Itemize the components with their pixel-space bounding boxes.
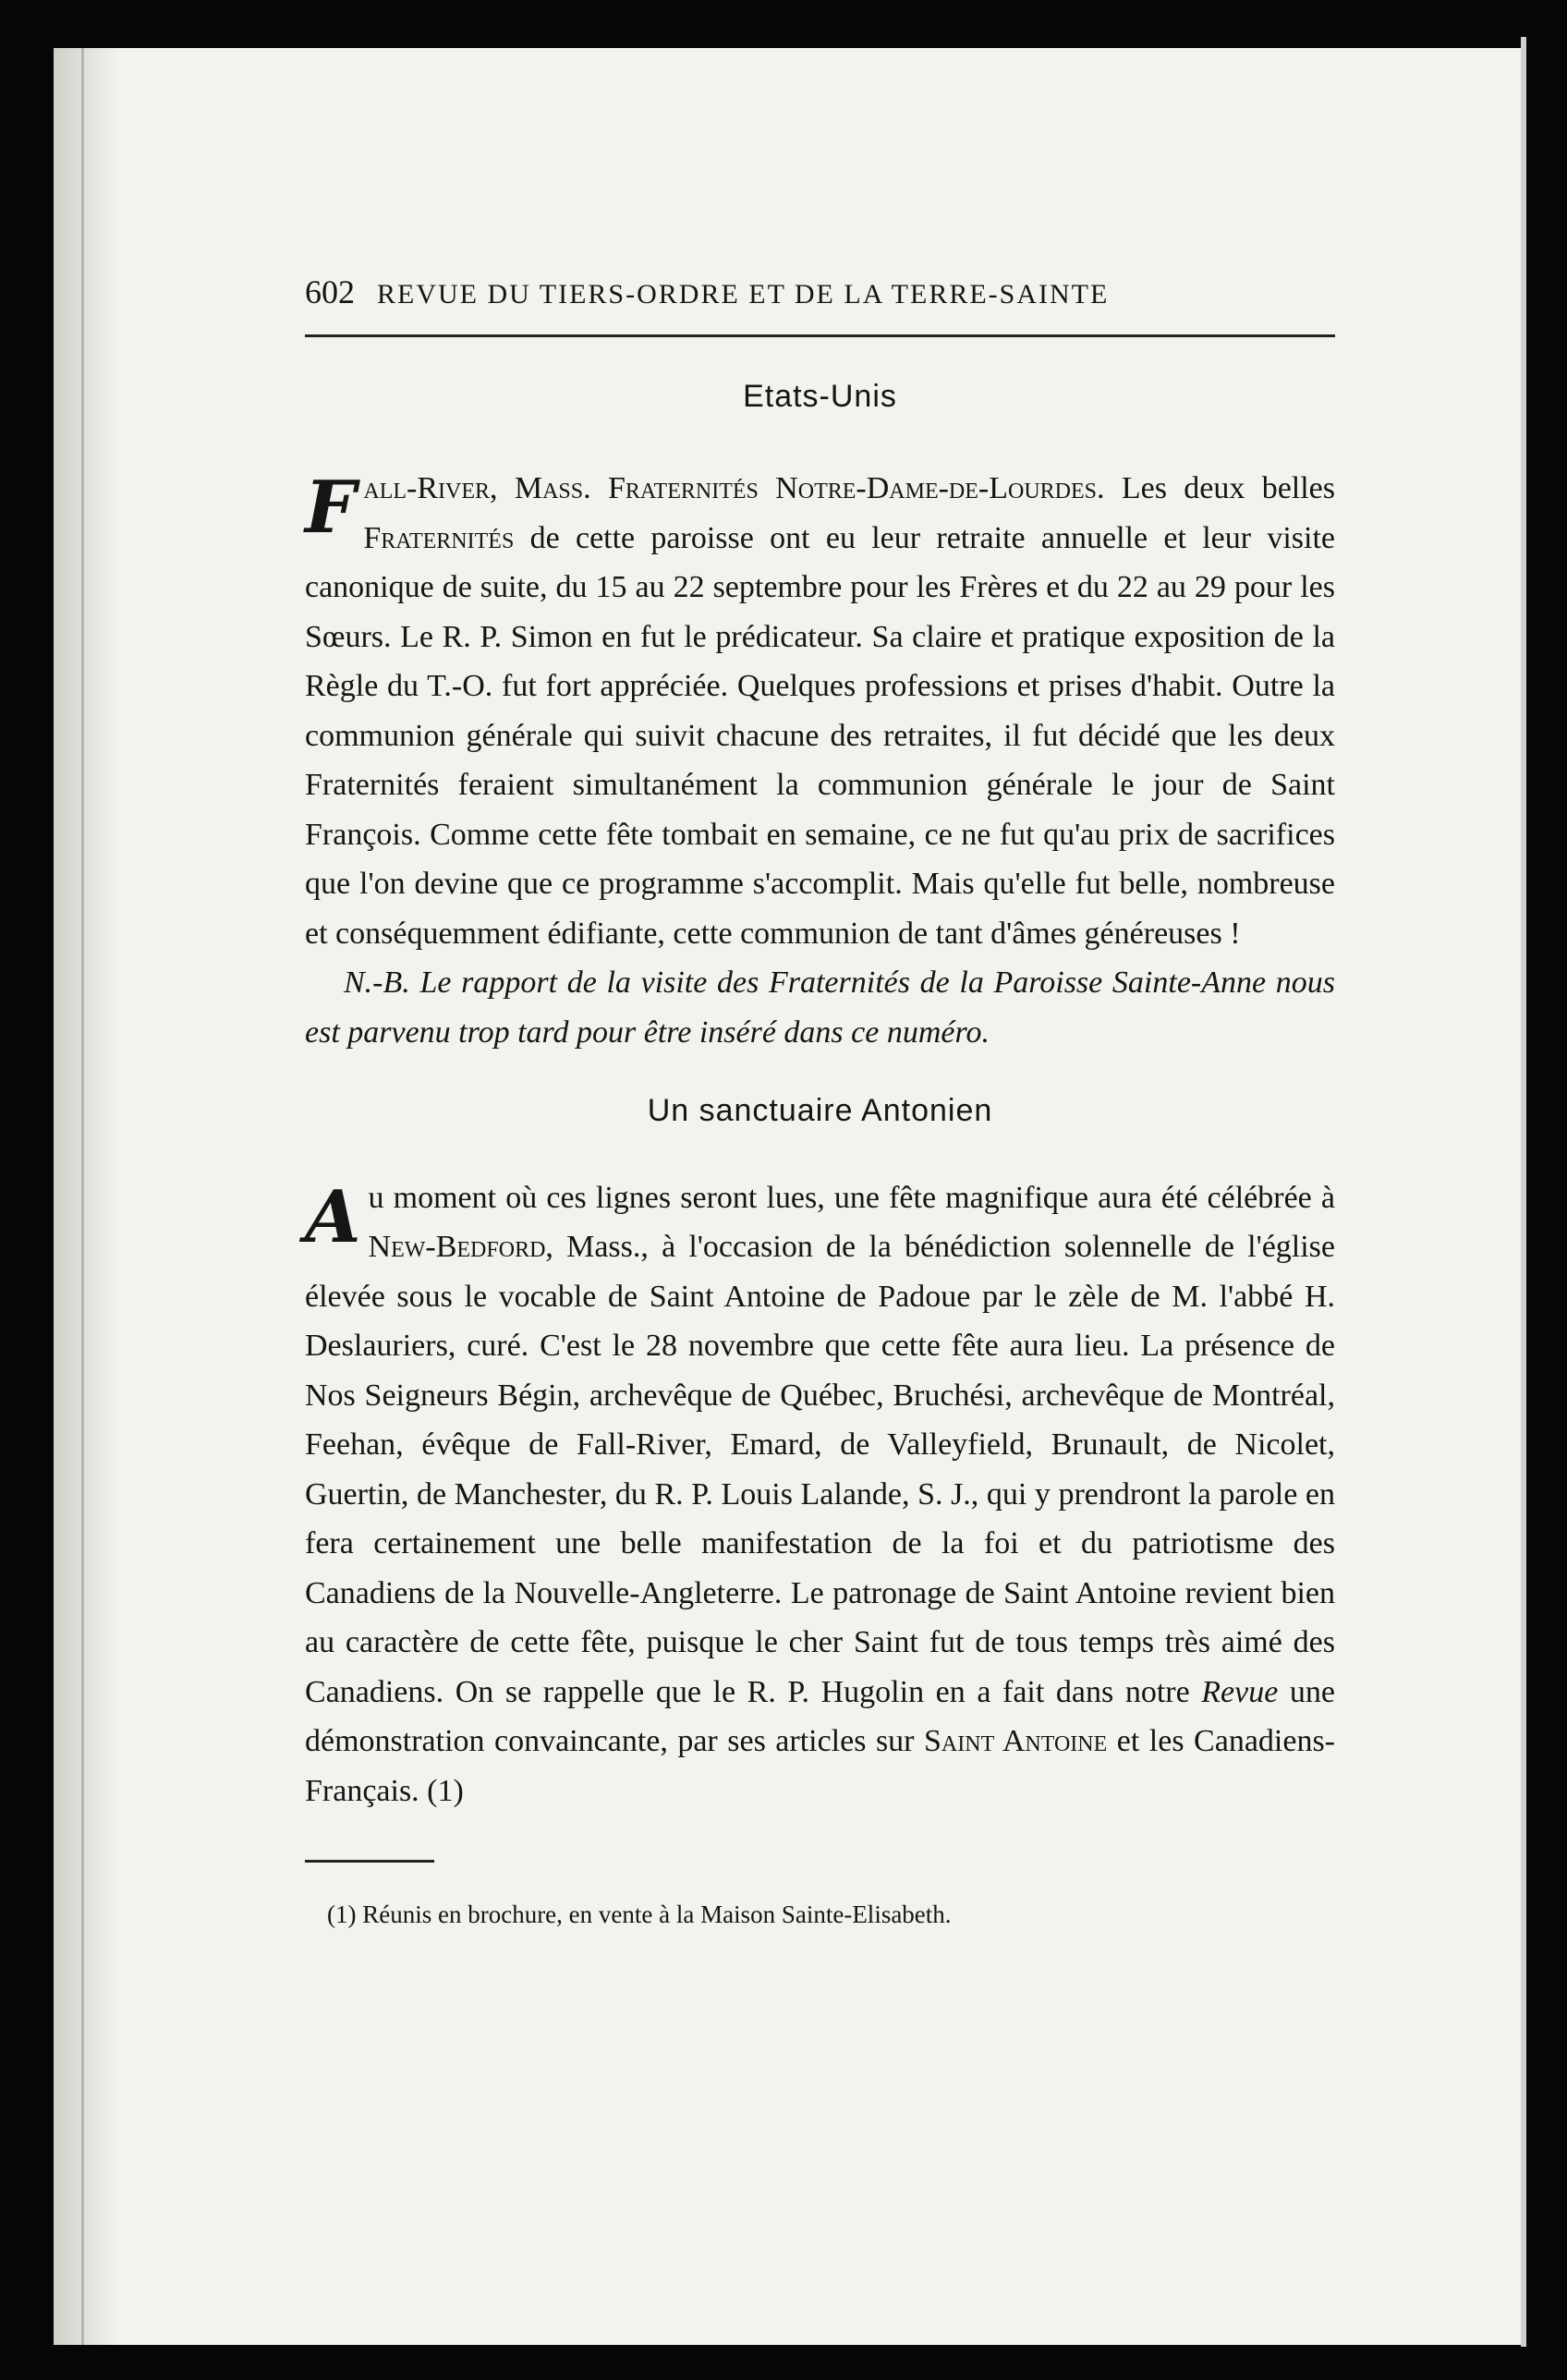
body-text: u moment où ces lignes seront lues, une fête magnifique aura été célébrée à bbox=[368, 1180, 1335, 1215]
drop-cap-f: F bbox=[305, 466, 357, 550]
italic-revue: Revue bbox=[1201, 1674, 1279, 1709]
smallcaps-saint-antoine: Saint Antoine bbox=[924, 1724, 1108, 1758]
paragraph-fall-river bbox=[305, 464, 1335, 958]
page-text-block bbox=[305, 268, 1335, 1931]
facing-page-edge bbox=[1521, 37, 1526, 2347]
section-heading-sanctuaire: Un sanctuaire Antonien bbox=[647, 1093, 993, 1128]
footnote: (1) Réunis en brochure, en vente à la Maison Sainte-Elisabeth. bbox=[327, 1900, 952, 1928]
running-header bbox=[305, 268, 1335, 337]
paragraph-new-bedford bbox=[305, 1173, 1335, 1816]
body-text: , Mass., à l'occasion de la bénédiction solennelle de l'église élevée sous le vocable de Saint Antoine de Padoue par le zèle de M. l'abbé H. Deslauriers, curé. C'est le 28 novembre que cette fête aura lieu. La présence de Nos Seigneurs Bégin, archevêque de Québec, Bruchési, archevêque de Montréal, Feehan, évêque de Fall-River, Emard, de Valleyfield, Brunault, de Nicolet, Guertin, de Manchester, du R. P. Louis Lalande, S. J., qui y prendront la parole en fera certainement une belle manifestation de la foi et du patriotisme des Canadiens de la Nouvelle-Angleterre. Le patronage de Saint Antoine revient bien au caractère de cette fête, puisque le cher Saint fut de tous temps très aimé des Canadiens. On se rappelle que le R. P. Hugolin en a fait dans notre bbox=[305, 1230, 1335, 1709]
body-text: Les deux belles bbox=[1104, 471, 1335, 505]
page-binding-edge bbox=[81, 48, 84, 2345]
body-text: et les Canadiens-Français. (1) bbox=[305, 1724, 1336, 1808]
smallcaps-new-bedford: New-Bedford bbox=[368, 1230, 546, 1264]
page-gutter-shadow bbox=[54, 48, 120, 2345]
drop-cap-a: A bbox=[305, 1174, 361, 1259]
footnote-rule bbox=[305, 1860, 434, 1863]
smallcaps-fraternites: Fraternités bbox=[363, 520, 515, 555]
page-number: 602 bbox=[305, 273, 355, 310]
section-heading-etats-unis: Etats-Unis bbox=[743, 378, 897, 414]
nb-note: N.-B. Le rapport de la visite des Fraternités de la Paroisse Sainte-Anne nous est parvenu trop tard pour être inséré dans ce numéro. bbox=[305, 965, 1335, 1050]
lead-smallcaps: all-River, Mass. Fraternités Notre-Dame-de-Lourdes. bbox=[363, 471, 1105, 505]
running-title: REVUE DU TIERS-ORDRE ET DE LA TERRE-SAINTE bbox=[377, 279, 1110, 310]
body-text: une démonstration convaincante, par ses articles sur bbox=[305, 1674, 1335, 1758]
body-text: de cette paroisse ont eu leur retraite annuelle et leur visite canonique de suite, du 15 au 22 septembre pour les Frères et du 22 au 29 pour les Sœurs. Le R. P. Simon en fut le prédicateur. Sa claire et pratique exposition de la Règle du T.-O. fut fort appréciée. Quelques professions et prises d'habit. Outre la communion générale qui suivit chacune des retraites, il fut décidé que les deux Fraternités feraient simultanément la communion générale le jour de Saint François. Comme cette fête tombait en semaine, ce ne fut qu'au prix de sacrifices que l'on devine que ce programme s'accomplit. Mais qu'elle fut belle, nombreuse et conséquemment édifiante, cette communion de tant d'âmes généreuses ! bbox=[305, 520, 1335, 951]
